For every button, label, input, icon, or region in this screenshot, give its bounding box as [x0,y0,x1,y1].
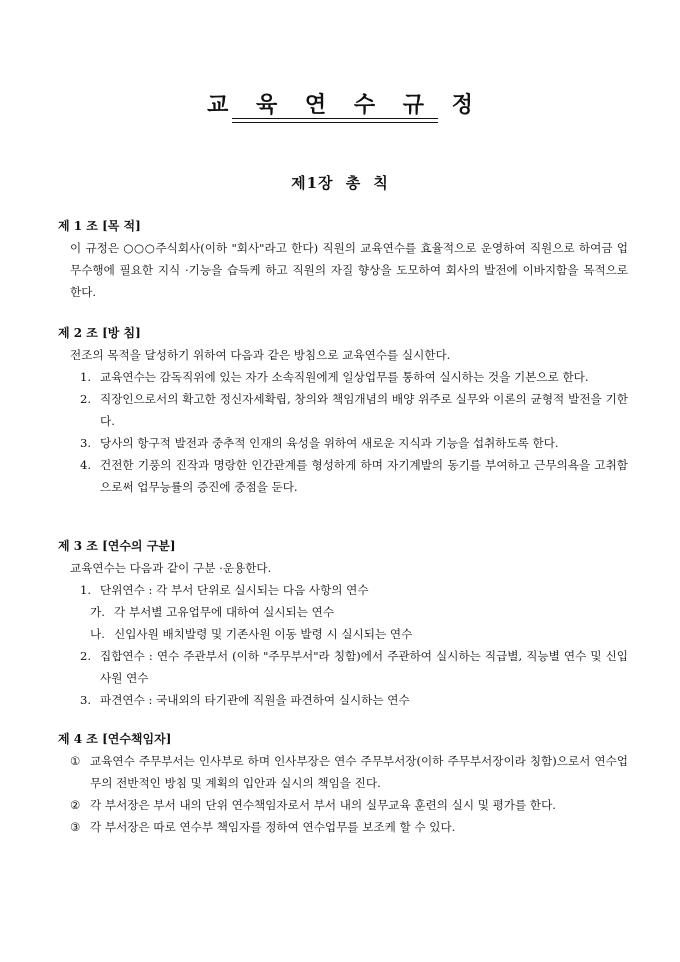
article-2-item [58,388,628,432]
article-3-intro: 교육연수는 다음과 같이 구분 ·운용한다. [70,561,272,575]
article-2-item [58,432,628,454]
article-3 [58,535,628,711]
item-number: 3. [80,436,92,450]
article-3-item [58,689,628,711]
document-title: 교 육 연 수 규 정 [207,92,483,118]
article-4-heading: 제 4 조 [연수책임자] [58,732,172,746]
item-number: 3. [80,693,92,707]
article-4-item [58,816,628,838]
title-underline-top [232,118,438,119]
article-3-subitem [58,623,628,645]
article-2-heading: 제 2 조 [방 침] [58,326,141,340]
item-text: 단위연수 : 각 부서 단위로 실시되는 다음 사항의 연수 [100,583,369,597]
item-text: 교육연수 주무부서는 인사부로 하며 인사부장은 연수 주무부서장(이하 주무부서장이라 칭함)으로서 연수업무의 전반적인 방침 및 계획의 입안과 실시의 책임을 진다. [90,754,628,790]
item-text: 교육연수는 감독직위에 있는 자가 소속직원에게 일상업무를 통하여 실시하는 것을 기본으로 한다. [100,370,589,384]
item-text: 파견연수 : 국내외의 타기관에 직원을 파견하여 실시하는 연수 [100,693,410,707]
article-2-intro: 전조의 목적을 달성하기 위하여 다음과 같은 방침으로 교육연수를 실시한다. [70,348,451,362]
item-text: 당사의 항구적 발전과 중추적 인재의 육성을 위하여 새로운 지식과 기능을 섭취하도록 한다. [100,436,559,450]
item-number: ③ [70,820,81,834]
item-text: 신입사원 배치발령 및 기존사원 이동 발령 시 실시되는 연수 [114,627,413,641]
article-4-item [58,794,628,816]
article-2 [58,322,628,498]
article-1-heading: 제 1 조 [목 적] [58,219,141,233]
item-number: 1. [80,583,92,597]
chapter-title: 제1장 총 칙 [291,174,389,192]
item-text: 직장인으로서의 확고한 정신자세확립, 창의와 책임개념의 배양 위주로 실무와 이론의 균형적 발전을 기한다. [100,392,628,428]
item-number: 가. [90,605,105,619]
article-3-item [58,579,628,601]
article-4 [58,728,628,838]
article-1 [58,215,628,303]
title-underline-bottom [232,122,438,123]
article-4-item [58,750,628,794]
item-text: 각 부서장은 부서 내의 단위 연수책임자로서 부서 내의 실무교육 훈련의 실시 및 평가를 한다. [90,798,556,812]
article-1-body: 이 규정은 ○○○주식회사(이하 "회사"라고 한다) 직원의 교육연수를 효율적으로 운영하여 직원으로 하여금 업무수행에 필요한 지식 ·기능을 습득케 하고 직원의 자질 향상을 도모하여 회사의 발전에 이바지함을 목적으로 한다. [70,241,628,299]
item-number: 2. [80,649,92,663]
item-text: 각 부서장은 따로 연수부 책임자를 정하여 연수업무를 보조케 할 수 있다. [90,820,456,834]
article-2-item [58,366,628,388]
item-number: 나. [90,627,105,641]
item-number: 1. [80,370,92,384]
item-number: ② [70,798,81,812]
article-2-item [58,454,628,498]
article-3-subitem [58,601,628,623]
item-number: 4. [80,458,92,472]
item-text: 건전한 기풍의 진작과 명랑한 인간관계를 형성하게 하며 자기계발의 동기를 부여하고 근무의욕을 고취함으로써 업무능률의 증진에 중점을 둔다. [100,458,628,494]
article-3-heading: 제 3 조 [연수의 구분] [58,539,176,553]
item-number: 2. [80,392,92,406]
item-text: 각 부서별 고유업무에 대하여 실시되는 연수 [114,605,335,619]
item-text: 집합연수 : 연수 주관부서 (이하 "주무부서"라 칭함)에서 주관하여 실시하는 직급별, 직능별 연수 및 신입사원 연수 [100,649,628,685]
item-number: ① [70,754,81,768]
article-3-item [58,645,628,689]
